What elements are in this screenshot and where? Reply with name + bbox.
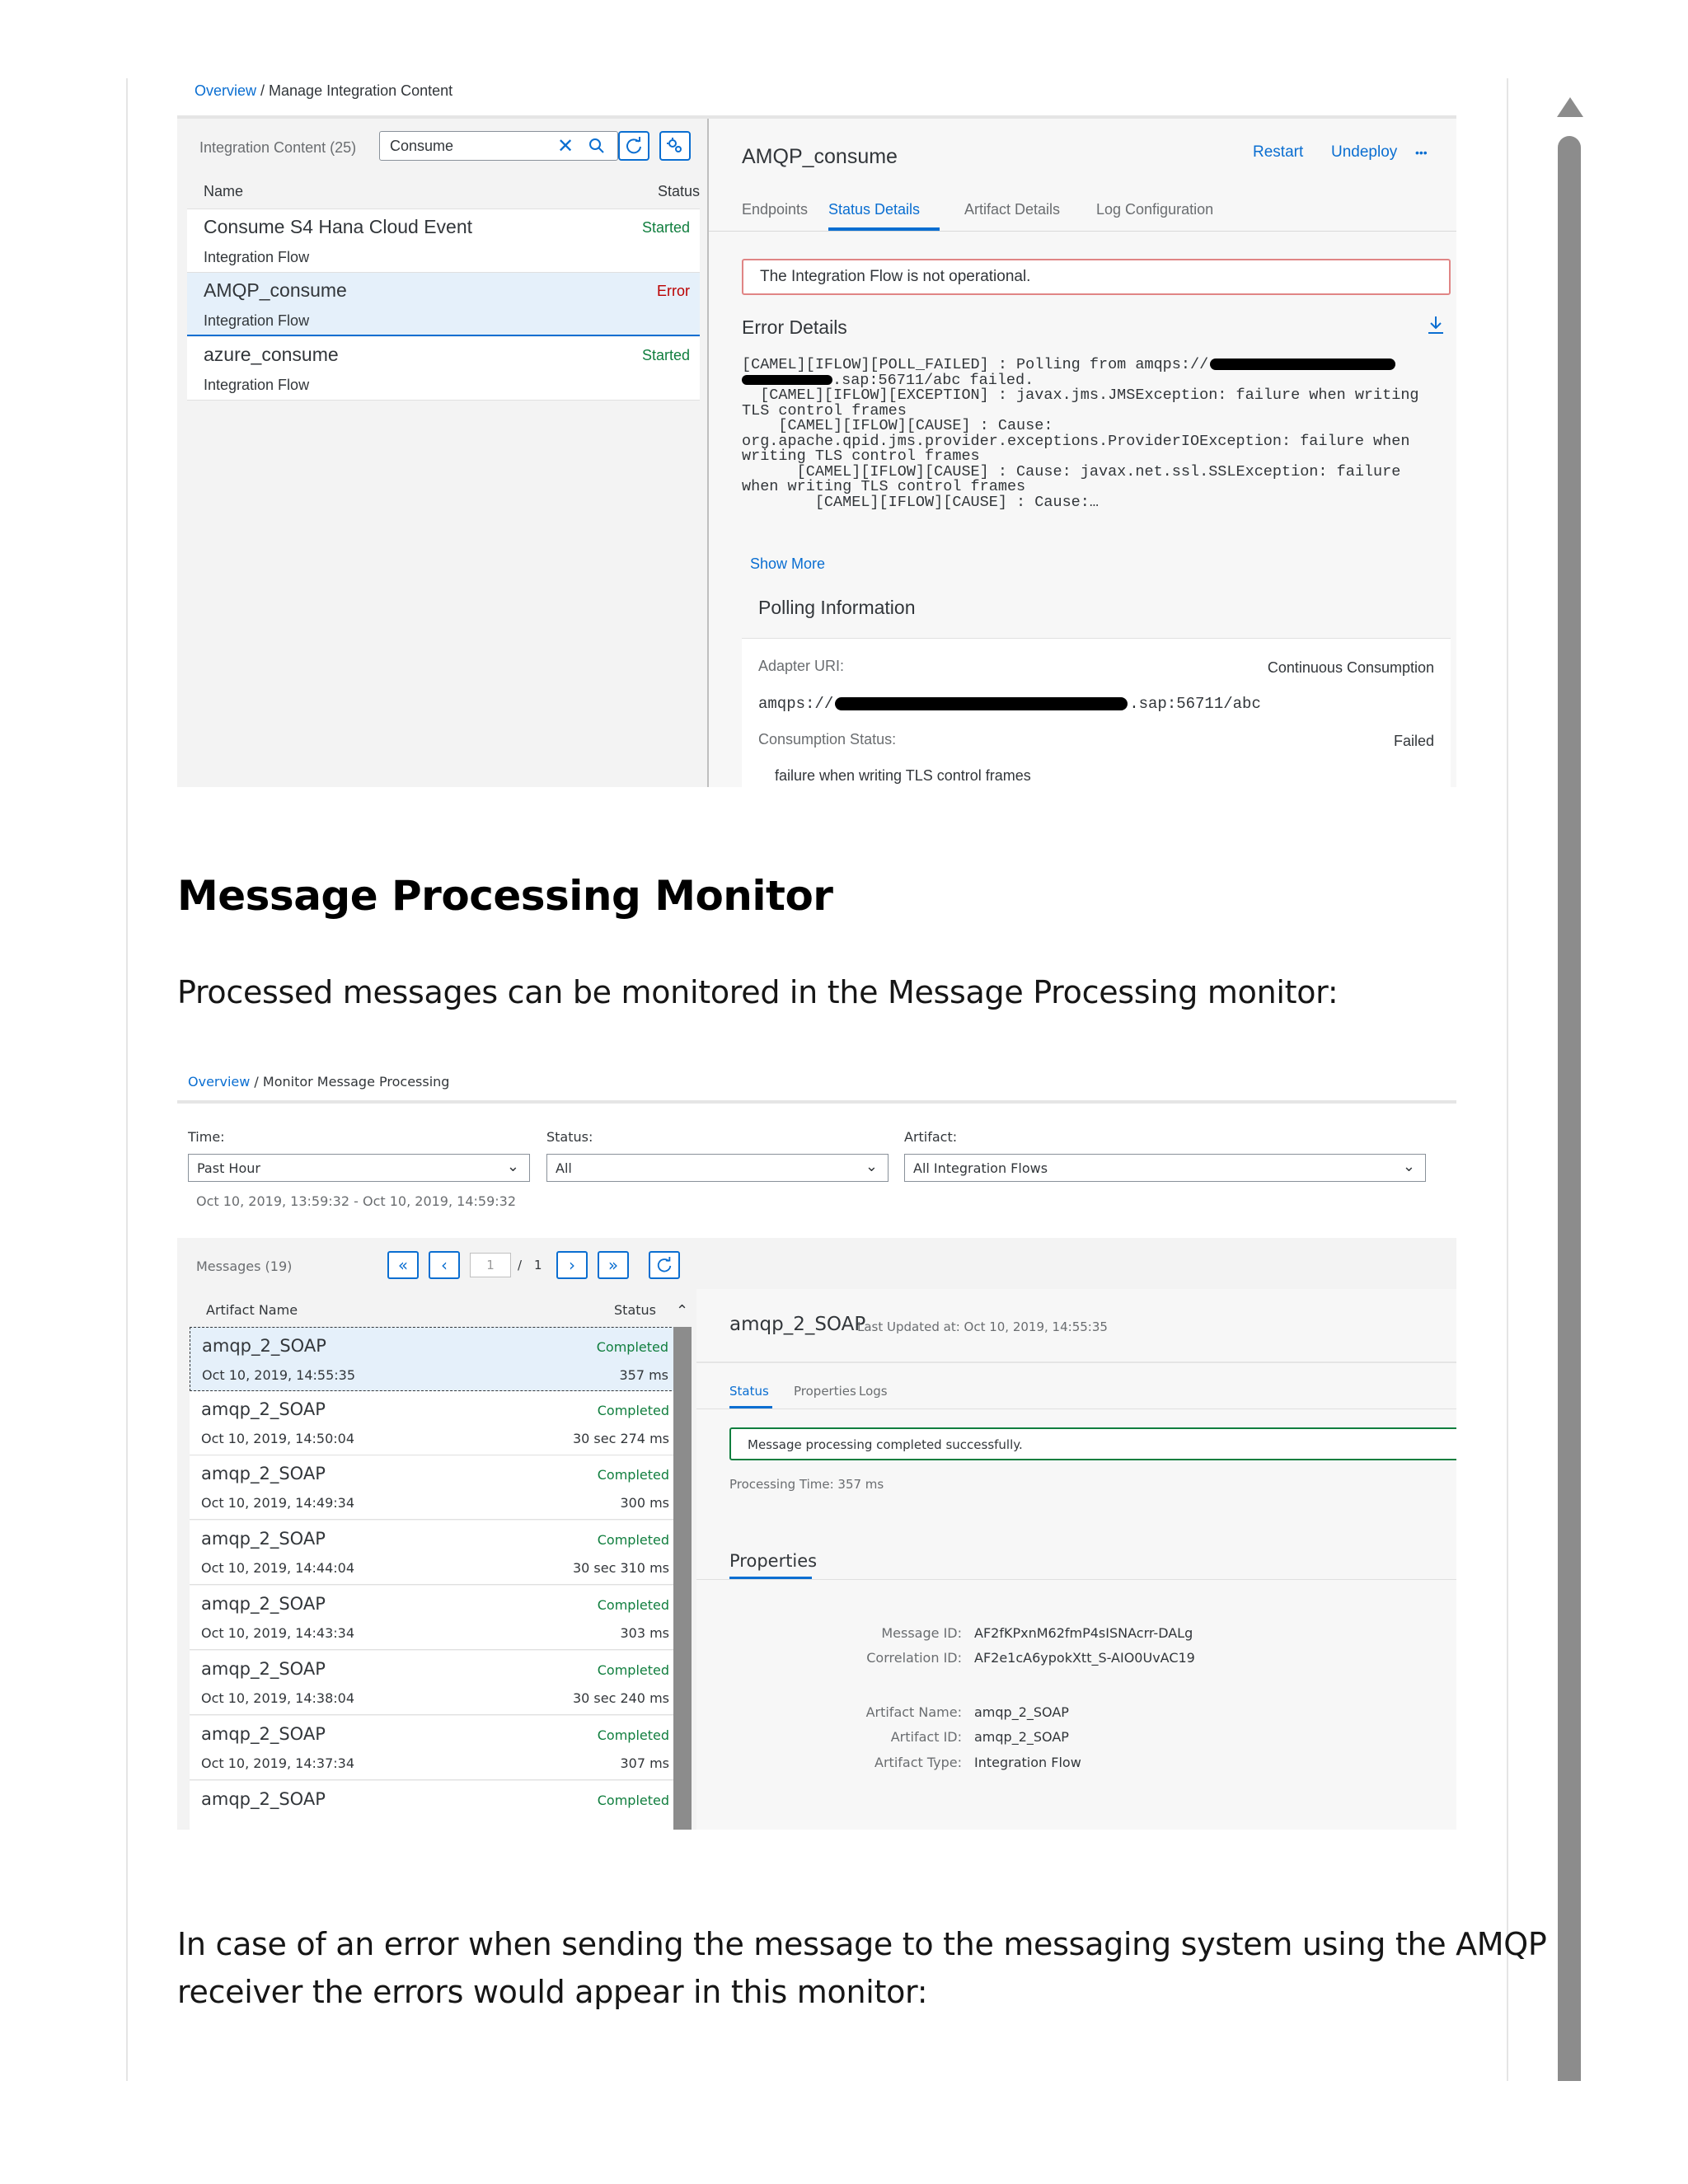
artifact-name-link[interactable]: amqp_2_SOAP [974, 1704, 1069, 1720]
chevron-down-icon: ⌄ [1402, 1158, 1415, 1175]
table-row-selected[interactable]: amqp_2_SOAP Oct 10, 2019, 14:55:35 Completed 357 ms [190, 1327, 684, 1391]
undeploy-button[interactable]: Undeploy [1331, 143, 1398, 161]
message-id-value: AF2fKPxnM62fmP4sISNAcrr-DALg [974, 1625, 1193, 1641]
artifact-filter-select[interactable]: All Integration Flows ⌄ [904, 1154, 1426, 1182]
search-input[interactable] [390, 138, 538, 155]
last-updated-text: Last Updated at: Oct 10, 2019, 14:55:35 [857, 1319, 1108, 1334]
page-separator: / [518, 1258, 523, 1272]
table-row[interactable]: amqp_2_SOAP Oct 10, 2019, 14:50:04 Completed 30 sec 274 ms [190, 1391, 684, 1455]
restart-button[interactable]: Restart [1253, 143, 1304, 161]
message-detail-panel [696, 1289, 1456, 1830]
time-filter-label: Time: [188, 1129, 225, 1145]
tab-endpoints[interactable]: Endpoints [742, 201, 809, 218]
column-header-status[interactable]: Status [657, 183, 700, 199]
status-started: Started [641, 219, 690, 236]
tab-artifact-details[interactable]: Artifact Details [964, 201, 1061, 218]
breadcrumb-current: Monitor Message Processing [262, 1074, 450, 1090]
paragraph-monitor-intro: Processed messages can be monitored in the Message Processing monitor: [177, 974, 1339, 1010]
first-page-button[interactable]: « [387, 1251, 419, 1279]
artifact-detail-panel [709, 115, 1456, 787]
chevron-down-icon: ⌄ [506, 1158, 519, 1175]
chevron-down-icon: ⌄ [865, 1158, 878, 1175]
correlation-id-label: Correlation ID: [866, 1650, 962, 1666]
list-item-selected[interactable] [187, 273, 700, 336]
next-page-button[interactable]: › [556, 1251, 588, 1279]
column-header-status[interactable]: Status [614, 1302, 656, 1318]
properties-divider [696, 1579, 1456, 1580]
adapter-uri-value: amqps:// .sap:56711/abc [758, 695, 1261, 713]
consumption-status-failed: Failed [1393, 733, 1434, 749]
artifact-title: AMQP_consume [742, 145, 898, 168]
section-heading: Message Processing Monitor [177, 872, 833, 920]
settings-button[interactable] [659, 131, 691, 161]
search-field[interactable] [379, 131, 618, 161]
tab-status-details[interactable]: Status Details [828, 201, 921, 218]
paragraph-error-info: In case of an error when sending the message to the messaging system using the AMQP receiver the errors would appear in this monitor: [177, 1926, 1547, 2010]
adapter-uri-label: Adapter URI: [758, 658, 845, 674]
status-filter-select[interactable]: All ⌄ [546, 1154, 889, 1182]
table-row[interactable]: amqp_2_SOAP Oct 10, 2019, 14:38:04 Completed 30 sec 240 ms [190, 1651, 684, 1715]
table-row[interactable]: amqp_2_SOAP Completed [190, 1781, 684, 1830]
item-name: Consume S4 Hana Cloud Event [204, 216, 473, 237]
item-name: azure_consume [204, 344, 339, 365]
item-type: Integration Flow [204, 312, 310, 329]
refresh-icon [625, 137, 643, 155]
page-total: 1 [534, 1258, 542, 1272]
artifact-type-value: Integration Flow [974, 1755, 1081, 1770]
table-row[interactable]: amqp_2_SOAP Oct 10, 2019, 14:37:34 Completed 307 ms [190, 1716, 684, 1780]
tab-status[interactable]: Status [729, 1384, 769, 1399]
table-row[interactable]: amqp_2_SOAP Oct 10, 2019, 14:44:04 Completed 30 sec 310 ms [190, 1521, 684, 1585]
redaction-mark [1210, 359, 1395, 370]
table-header [187, 171, 700, 209]
tab-log-configuration[interactable]: Log Configuration [1096, 201, 1214, 218]
table-header [190, 1296, 676, 1325]
monitor-message-processing-screenshot [177, 1063, 1456, 1830]
properties-title: Properties [729, 1551, 818, 1571]
item-type: Integration Flow [204, 249, 310, 265]
content-left-border [126, 78, 128, 2081]
more-options-icon[interactable]: ••• [1415, 146, 1428, 159]
tab-bar-divider [709, 231, 1456, 232]
integration-content-list-panel [177, 115, 709, 787]
last-page-button[interactable]: » [598, 1251, 629, 1279]
consumption-message: failure when writing TLS control frames [775, 767, 1031, 784]
show-more-link[interactable]: Show More [750, 555, 826, 572]
redaction-mark [835, 697, 1128, 710]
list-item[interactable] [187, 209, 700, 273]
refresh-icon [656, 1257, 673, 1273]
table-row[interactable]: amqp_2_SOAP Oct 10, 2019, 14:49:34 Completed 300 ms [190, 1455, 684, 1520]
artifact-filter-label: Artifact: [904, 1129, 958, 1145]
chevron-up-icon[interactable]: ⌃ [676, 1302, 689, 1319]
breadcrumb-overview-link[interactable]: Overview [195, 82, 257, 99]
header-divider [696, 1361, 1456, 1363]
download-icon[interactable] [1424, 313, 1447, 336]
polling-information-title: Polling Information [758, 597, 916, 618]
breadcrumb-overview-link[interactable]: Overview [188, 1074, 251, 1090]
artifact-id-value: amqp_2_SOAP [974, 1729, 1069, 1745]
page-scrollbar-thumb[interactable] [1558, 136, 1581, 2081]
breadcrumb: Overview / Manage Integration Content [195, 82, 453, 99]
error-message-strip [742, 259, 1451, 295]
error-message-text: The Integration Flow is not operational. [760, 268, 1031, 285]
redaction-mark [742, 375, 832, 385]
previous-page-button[interactable]: ‹ [429, 1251, 460, 1279]
settings-icon [666, 137, 684, 155]
message-id-label: Message ID: [881, 1625, 962, 1641]
refresh-button[interactable] [618, 131, 649, 161]
message-title: amqp_2_SOAP [729, 1314, 866, 1335]
page-number-input[interactable]: 1 [470, 1253, 511, 1277]
processing-time: Processing Time: 357 ms [729, 1477, 884, 1492]
column-header-name[interactable]: Name [204, 183, 244, 199]
content-right-border [1507, 78, 1508, 2081]
status-filter-label: Status: [546, 1129, 593, 1145]
error-details-title: Error Details [742, 316, 847, 338]
tab-properties[interactable]: Properties [794, 1384, 856, 1399]
messages-count: Messages (19) [196, 1258, 293, 1274]
breadcrumb: Overview / Monitor Message Processing [188, 1074, 450, 1090]
column-header-artifact-name[interactable]: Artifact Name [206, 1302, 298, 1318]
integration-content-count: Integration Content (25) [199, 139, 357, 156]
manage-integration-content-screenshot [177, 78, 1456, 787]
list-item[interactable] [187, 337, 700, 401]
status-started: Started [641, 347, 690, 363]
table-row[interactable]: amqp_2_SOAP Oct 10, 2019, 14:43:34 Completed 303 ms [190, 1586, 684, 1650]
artifact-name-label: Artifact Name: [865, 1704, 962, 1720]
polling-information-card [742, 638, 1451, 787]
artifact-id-label: Artifact ID: [890, 1729, 962, 1745]
item-type: Integration Flow [204, 377, 310, 393]
item-name: AMQP_consume [204, 279, 347, 301]
scroll-up-arrow-icon[interactable] [1557, 97, 1583, 117]
tab-logs[interactable]: Logs [859, 1384, 888, 1399]
correlation-id-value: AF2e1cA6ypokXtt_S-AIO0UvAC19 [974, 1650, 1195, 1666]
breadcrumb-current: Manage Integration Content [269, 82, 453, 99]
search-icon[interactable] [586, 135, 607, 157]
refresh-button[interactable] [649, 1251, 680, 1279]
time-filter-select[interactable]: Past Hour ⌄ [188, 1154, 530, 1182]
success-message-strip: Message processing completed successfully. [729, 1427, 1456, 1460]
clear-icon[interactable]: ✕ [556, 134, 574, 157]
list-scrollbar[interactable] [673, 1327, 692, 1830]
tab-bar-divider [696, 1408, 1456, 1409]
error-log-text: [CAMEL][IFLOW][POLL_FAILED] : Polling from amqps:// .sap:56711/abc failed. [CAMEL][IFLOW][EXCEPTION] : javax.jms.JMSException: failure when writing TLS control frames [CAMEL][IFLOW][CAUSE] : Cause: org.apache.qpid.jms.provider.exceptions.ProviderIOException: failure when writing TLS control frames [CAMEL][IFLOW][CAUSE] : Cause: javax.net.ssl.SSLException: failure when writing TLS control frames [CAMEL][IFLOW][CAUSE] : Cause:… [742, 356, 1419, 511]
time-range-text: Oct 10, 2019, 13:59:32 - Oct 10, 2019, 14:59:32 [196, 1193, 517, 1209]
consumption-mode: Continuous Consumption [1267, 659, 1434, 676]
consumption-status-label: Consumption Status: [758, 731, 897, 748]
artifact-type-label: Artifact Type: [874, 1755, 962, 1770]
status-error: Error [657, 283, 690, 299]
header-divider [177, 1100, 1456, 1104]
